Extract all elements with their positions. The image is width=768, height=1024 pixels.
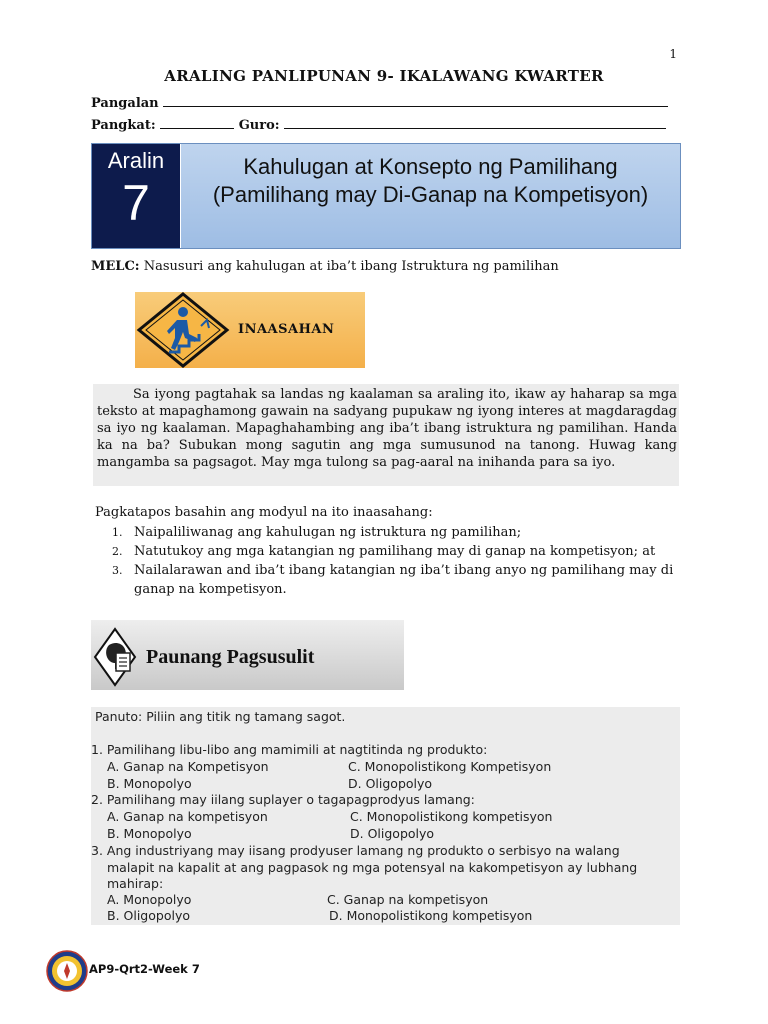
guro-line[interactable] <box>284 117 666 129</box>
question-3-stem-line-3: mahirap: <box>107 876 164 891</box>
question-1-option-b[interactable]: B. Monopolyo <box>107 776 192 791</box>
lesson-title-line-2: (Pamilihang may Di-Ganap na Kompetisyon) <box>212 182 649 207</box>
name-field-row <box>91 95 668 111</box>
paunang-label: Paunang Pagsusulit <box>146 646 315 668</box>
objectives-list <box>112 523 677 599</box>
question-1-option-a[interactable]: A. Ganap na Kompetisyon <box>107 759 269 774</box>
lesson-title-line-1: Kahulugan at Konsepto ng Pamilihang <box>243 154 618 179</box>
question-1-option-d[interactable]: D. Oligopolyo <box>348 776 433 791</box>
school-division-seal-icon <box>46 950 88 992</box>
melc-statement <box>91 259 559 274</box>
question-3-stem-line-1: 3. Ang industriyang may iisang prodyuser lamang ng produkto o serbisyo na walang <box>91 843 620 858</box>
lesson-title-box <box>181 144 680 248</box>
list-item: 1. Naipaliliwanag ang kahulugan ng istruktura ng pamilihan; <box>112 525 522 540</box>
melc-text: Nasusuri ang kahulugan at iba’t ibang Istruktura ng pamilihan <box>143 259 559 274</box>
question-3-stem-line-2: malapit na kapalit at ang pagpasok ng mga potensyal na kakompetisyon ay lubhang <box>107 860 638 875</box>
aralin-box <box>92 144 180 248</box>
inaasahan-label: INAASAHAN <box>238 322 335 337</box>
pangalan-label: Pangalan <box>91 96 159 111</box>
aralin-word: Aralin <box>107 148 165 173</box>
pangalan-line[interactable] <box>163 95 668 107</box>
aralin-number: 7 <box>122 175 150 231</box>
quiz-instruction: Panuto: Piliin ang titik ng tamang sagot. <box>95 709 346 724</box>
question-3-option-a[interactable]: A. Monopolyo <box>107 892 192 907</box>
question-2-option-d[interactable]: D. Oligopolyo <box>350 826 435 841</box>
question-2-stem: 2. Pamilihang may iilang suplayer o tagapagprodyus lamang: <box>91 792 475 807</box>
question-1-option-c[interactable]: C. Monopolistikong Kompetisyon <box>348 759 552 774</box>
melc-label: MELC: <box>91 259 140 274</box>
question-3-option-b[interactable]: B. Oligopolyo <box>107 908 190 923</box>
list-item: 3. Nailalarawan and iba’t ibang katangian ng iba’t ibang anyo ng pamilihang may di ganap na kompetisyon. <box>112 563 674 597</box>
pangkat-line[interactable] <box>160 117 234 129</box>
lesson-banner <box>91 143 681 249</box>
document-title: ARALING PANLIPUNAN 9- IKALAWANG KWARTER <box>164 67 604 85</box>
page-number: 1 <box>669 47 677 61</box>
footer-code: AP9-Qrt2-Week 7 <box>89 962 200 976</box>
person-climbing-stairs-icon <box>133 290 233 370</box>
question-3-option-d[interactable]: D. Monopolistikong kompetisyon <box>329 908 533 923</box>
question-2-option-c[interactable]: C. Monopolistikong kompetisyon <box>350 809 553 824</box>
question-2-option-a[interactable]: A. Ganap na kompetisyon <box>107 809 268 824</box>
pangkat-label: Pangkat: <box>91 118 156 133</box>
question-3-option-c[interactable]: C. Ganap na kompetisyon <box>327 892 489 907</box>
guro-label: Guro: <box>238 118 280 133</box>
head-checklist-icon <box>91 625 145 689</box>
intro-paragraph: Sa iyong pagtahak sa landas ng kaalaman sa araling ito, ikaw ay haharap sa mga teksto at mapaghamong gawain na sadyang pupukaw ng iyong interes at magdaragdag sa iyo ng kaalaman. Mapaghahambing ang iba’t ibang istruktura ng pamilihan. Handa ka na ba? Subukan mong sagutin ang mga sumusunod na tanong. Huwag kang mangamba sa pagsagot. May mga tulong sa pag-aaral na inihanda para sa iyo. <box>97 387 677 470</box>
section-teacher-row <box>91 117 666 133</box>
objectives-intro: Pagkatapos basahin ang modyul na ito inaasahang: <box>95 505 433 520</box>
question-2-option-b[interactable]: B. Monopolyo <box>107 826 192 841</box>
list-item: 2. Natutukoy ang mga katangian ng pamilihang may di ganap na kompetisyon; at <box>112 544 656 559</box>
question-1-stem: 1. Pamilihang libu-libo ang mamimili at nagtitinda ng produkto: <box>91 742 488 757</box>
